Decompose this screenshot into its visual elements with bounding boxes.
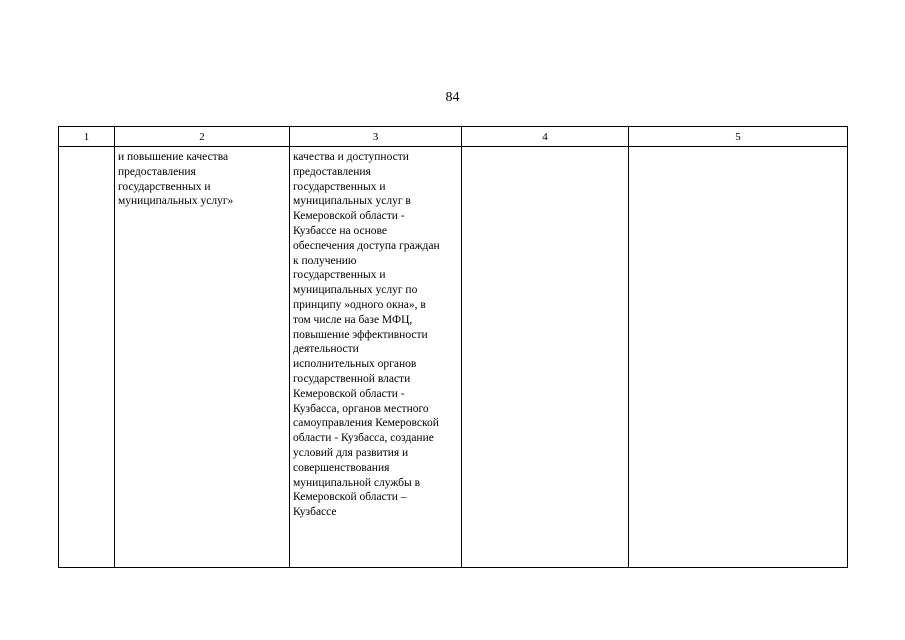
column-header-5: 5 xyxy=(629,127,848,147)
cell-text-col4 xyxy=(462,147,628,150)
column-header-2: 2 xyxy=(115,127,290,147)
table-cell-col3 xyxy=(290,147,462,568)
table-header-row xyxy=(59,127,848,147)
column-header-4: 4 xyxy=(462,127,629,147)
document-table xyxy=(58,126,848,568)
column-header-1: 1 xyxy=(59,127,115,147)
cell-text-col5 xyxy=(629,147,847,150)
table-row xyxy=(59,147,848,568)
table-cell-col1 xyxy=(59,147,115,568)
column-header-3: 3 xyxy=(290,127,462,147)
cell-text-col3: качества и доступности предоставления государственных и муниципальных услуг в Кемеровской области - Кузбассе на основе обеспечения доступа граждан к получению государственных и муниципальных услуг по принципу »одного окна», в том числе на базе МФЦ, повышение эффективности деятельности исполнительных органов государственной власти Кемеровской области - Кузбасса, органов местного самоуправления Кемеровской области - Кузбасса, создание условий для развития и совершенствования муниципальной службы в Кемеровской области – Кузбассе xyxy=(293,151,440,519)
cell-text-col2: и повышение качества предоставления государственных и муниципальных услуг» xyxy=(118,151,234,208)
table-cell-col4 xyxy=(462,147,629,568)
page-number: 84 xyxy=(445,90,460,105)
cell-text-col1 xyxy=(59,147,114,150)
table-cell-col5 xyxy=(629,147,848,568)
table-cell-col2 xyxy=(115,147,290,568)
